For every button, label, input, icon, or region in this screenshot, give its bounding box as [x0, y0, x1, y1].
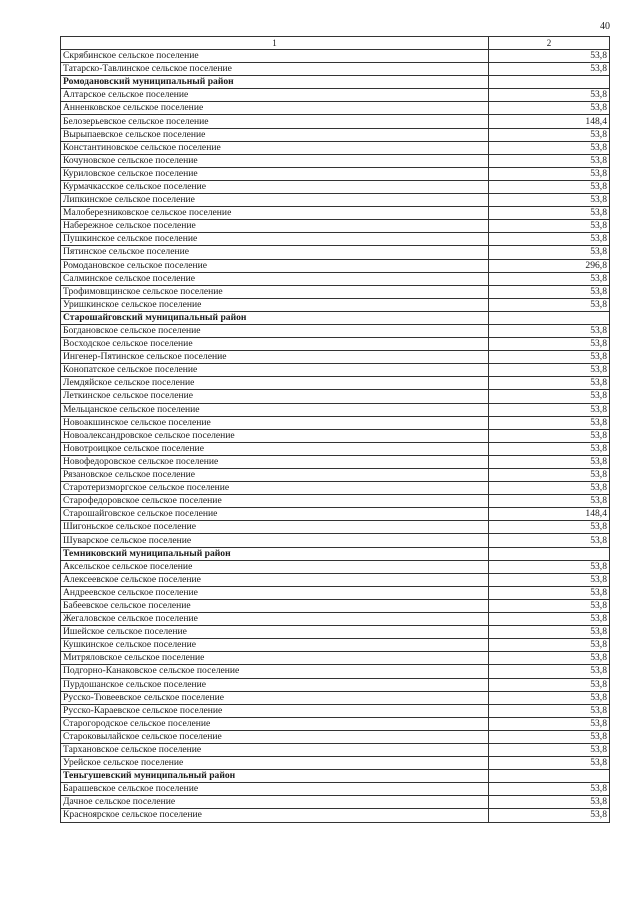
allocation-value: [489, 770, 610, 783]
table-row: [61, 743, 610, 756]
table-row: [61, 704, 610, 717]
table-row: [61, 207, 610, 220]
table-row: [61, 599, 610, 612]
allocation-value: 148,4: [489, 115, 610, 128]
settlement-name: Пятинское сельское поселение: [61, 246, 489, 259]
settlement-name: Леткинское сельское поселение: [61, 390, 489, 403]
allocation-value: 53,8: [489, 102, 610, 115]
settlement-name: Рязановское сельское поселение: [61, 469, 489, 482]
settlement-name: Староковылайское сельское поселение: [61, 730, 489, 743]
allocation-value: 53,8: [489, 809, 610, 822]
allocation-value: 53,8: [489, 298, 610, 311]
table-row: [61, 298, 610, 311]
table-row: [61, 482, 610, 495]
table-row: [61, 652, 610, 665]
settlement-name: Лемдяйское сельское поселение: [61, 377, 489, 390]
allocation-value: 53,8: [489, 678, 610, 691]
settlement-name: Старофедоровское сельское поселение: [61, 495, 489, 508]
allocation-value: 53,8: [489, 639, 610, 652]
allocation-value: 53,8: [489, 783, 610, 796]
table-row: [61, 89, 610, 102]
table-row: [61, 429, 610, 442]
allocation-value: 53,8: [489, 482, 610, 495]
allocation-value: 53,8: [489, 403, 610, 416]
allocation-value: 53,8: [489, 167, 610, 180]
allocation-value: 53,8: [489, 285, 610, 298]
settlement-name: Русско-Тювеевское сельское поселение: [61, 691, 489, 704]
table-row: [61, 560, 610, 573]
settlement-name: Новотроицкое сельское поселение: [61, 442, 489, 455]
allocation-value: 53,8: [489, 207, 610, 220]
settlement-name: Дачное сельское поселение: [61, 796, 489, 809]
settlement-name: Шуварское сельское поселение: [61, 534, 489, 547]
allocation-value: 53,8: [489, 455, 610, 468]
settlement-name: Вырыпаевское сельское поселение: [61, 128, 489, 141]
settlement-name: Аксельское сельское поселение: [61, 560, 489, 573]
table-row: [61, 377, 610, 390]
settlement-name: Ингенер-Пятинское сельское поселение: [61, 351, 489, 364]
settlement-name: Салминское сельское поселение: [61, 272, 489, 285]
table-row: [61, 390, 610, 403]
allocation-value: 53,8: [489, 89, 610, 102]
settlement-name: Старошайговское сельское поселение: [61, 508, 489, 521]
settlement-name: Восходское сельское поселение: [61, 338, 489, 351]
allocation-value: 53,8: [489, 757, 610, 770]
table-row: [61, 102, 610, 115]
table-row: [61, 50, 610, 63]
table-row: [61, 442, 610, 455]
column-header-1: 1: [61, 37, 489, 50]
allocation-value: 53,8: [489, 324, 610, 337]
district-name: Ромодановский муниципальный район: [61, 76, 489, 89]
settlement-allocation-table: [60, 36, 610, 823]
settlement-name: Татарско-Тавлинское сельское поселение: [61, 63, 489, 76]
table-row: [61, 495, 610, 508]
district-name: Теньгушевский муниципальный район: [61, 770, 489, 783]
column-header-2: 2: [489, 37, 610, 50]
allocation-value: [489, 311, 610, 324]
settlement-name: Андреевское сельское поселение: [61, 586, 489, 599]
table-row: [61, 220, 610, 233]
district-name: Старошайговский муниципальный район: [61, 311, 489, 324]
allocation-value: 53,8: [489, 272, 610, 285]
table-row: [61, 678, 610, 691]
allocation-value: 53,8: [489, 429, 610, 442]
settlement-name: Скрябинское сельское поселение: [61, 50, 489, 63]
allocation-value: 53,8: [489, 743, 610, 756]
table-row: [61, 521, 610, 534]
settlement-name: Подгорно-Канаковское сельское поселение: [61, 665, 489, 678]
allocation-value: [489, 76, 610, 89]
allocation-value: 53,8: [489, 665, 610, 678]
table-row: [61, 338, 610, 351]
table-row: [61, 573, 610, 586]
allocation-value: 53,8: [489, 194, 610, 207]
settlement-name: Барашевское сельское поселение: [61, 783, 489, 796]
allocation-value: 53,8: [489, 377, 610, 390]
settlement-name: Жегаловское сельское поселение: [61, 613, 489, 626]
table-row: [61, 364, 610, 377]
table-row: [61, 180, 610, 193]
settlement-name: Урейское сельское поселение: [61, 757, 489, 770]
settlement-name: Русско-Караевское сельское поселение: [61, 704, 489, 717]
allocation-value: 53,8: [489, 626, 610, 639]
table-row: [61, 167, 610, 180]
settlement-name: Алтарское сельское поселение: [61, 89, 489, 102]
allocation-value: 53,8: [489, 652, 610, 665]
allocation-value: 53,8: [489, 730, 610, 743]
district-name: Темниковский муниципальный район: [61, 547, 489, 560]
settlement-name: Пурдошанское сельское поселение: [61, 678, 489, 691]
allocation-value: 296,8: [489, 259, 610, 272]
allocation-value: 53,8: [489, 796, 610, 809]
table-row: [61, 259, 610, 272]
allocation-value: [489, 547, 610, 560]
table-row: [61, 809, 610, 822]
allocation-value: 53,8: [489, 586, 610, 599]
table-row: [61, 730, 610, 743]
table-row: [61, 639, 610, 652]
settlement-name: Куриловское сельское поселение: [61, 167, 489, 180]
allocation-value: 53,8: [489, 128, 610, 141]
allocation-value: 53,8: [489, 246, 610, 259]
settlement-name: Красноярское сельское поселение: [61, 809, 489, 822]
allocation-value: 53,8: [489, 704, 610, 717]
table-row: [61, 154, 610, 167]
table-row: [61, 796, 610, 809]
settlement-name: Трофимовщинское сельское поселение: [61, 285, 489, 298]
settlement-name: Набережное сельское поселение: [61, 220, 489, 233]
allocation-value: 148,4: [489, 508, 610, 521]
allocation-value: 53,8: [489, 351, 610, 364]
allocation-value: 53,8: [489, 63, 610, 76]
table-row: [61, 626, 610, 639]
table-row: [61, 272, 610, 285]
settlement-name: Мельцанское сельское поселение: [61, 403, 489, 416]
allocation-value: 53,8: [489, 338, 610, 351]
settlement-name: Курмачкасское сельское поселение: [61, 180, 489, 193]
settlement-name: Шигоньское сельское поселение: [61, 521, 489, 534]
allocation-value: 53,8: [489, 599, 610, 612]
settlement-name: Анненковское сельское поселение: [61, 102, 489, 115]
settlement-name: Новофедоровское сельское поселение: [61, 455, 489, 468]
allocation-value: 53,8: [489, 717, 610, 730]
table-row: [61, 613, 610, 626]
settlement-name: Константиновское сельское поселение: [61, 141, 489, 154]
settlement-name: Белозерьевское сельское поселение: [61, 115, 489, 128]
table-body: [61, 37, 610, 823]
allocation-value: 53,8: [489, 233, 610, 246]
allocation-value: 53,8: [489, 364, 610, 377]
settlement-name: Малоберезниковское сельское поселение: [61, 207, 489, 220]
allocation-value: 53,8: [489, 691, 610, 704]
allocation-value: 53,8: [489, 141, 610, 154]
table-row: [61, 508, 610, 521]
settlement-name: Кочуновское сельское поселение: [61, 154, 489, 167]
table-row: [61, 783, 610, 796]
allocation-value: 53,8: [489, 534, 610, 547]
table-row: [61, 691, 610, 704]
settlement-name: Новоалександровское сельское поселение: [61, 429, 489, 442]
table-row: [61, 233, 610, 246]
settlement-name: Новоакшинское сельское поселение: [61, 416, 489, 429]
table-row: [61, 324, 610, 337]
allocation-value: 53,8: [489, 521, 610, 534]
settlement-name: Кушкинское сельское поселение: [61, 639, 489, 652]
allocation-value: 53,8: [489, 560, 610, 573]
table-row: [61, 586, 610, 599]
table-row: [61, 285, 610, 298]
table-row: [61, 534, 610, 547]
settlement-name: Ромодановское сельское поселение: [61, 259, 489, 272]
district-header-row: [61, 770, 610, 783]
settlement-name: Липкинское сельское поселение: [61, 194, 489, 207]
settlement-name: Богдановское сельское поселение: [61, 324, 489, 337]
settlement-name: Конопатское сельское поселение: [61, 364, 489, 377]
allocation-value: 53,8: [489, 390, 610, 403]
table-row: [61, 757, 610, 770]
allocation-value: 53,8: [489, 495, 610, 508]
table-row: [61, 246, 610, 259]
allocation-value: 53,8: [489, 416, 610, 429]
table-row: [61, 717, 610, 730]
settlement-name: Алексеевское сельское поселение: [61, 573, 489, 586]
allocation-value: 53,8: [489, 180, 610, 193]
table-row: [61, 455, 610, 468]
allocation-value: 53,8: [489, 613, 610, 626]
settlement-name: Митряловское сельское поселение: [61, 652, 489, 665]
table-row: [61, 63, 610, 76]
district-header-row: [61, 76, 610, 89]
allocation-value: 53,8: [489, 442, 610, 455]
table-row: [61, 469, 610, 482]
district-header-row: [61, 311, 610, 324]
settlement-name: Тархановское сельское поселение: [61, 743, 489, 756]
page-number: 40: [600, 21, 610, 32]
table-row: [61, 128, 610, 141]
table-row: [61, 194, 610, 207]
district-header-row: [61, 547, 610, 560]
settlement-name: Ишейское сельское поселение: [61, 626, 489, 639]
settlement-name: Уришкинское сельское поселение: [61, 298, 489, 311]
allocation-value: 53,8: [489, 50, 610, 63]
settlement-name: Пушкинское сельское поселение: [61, 233, 489, 246]
table-header-row: [61, 37, 610, 50]
table-row: [61, 403, 610, 416]
table-row: [61, 665, 610, 678]
table-row: [61, 351, 610, 364]
allocation-value: 53,8: [489, 220, 610, 233]
table-row: [61, 115, 610, 128]
settlement-name: Старотеризморгское сельское поселение: [61, 482, 489, 495]
table-row: [61, 416, 610, 429]
settlement-name: Старогородское сельское поселение: [61, 717, 489, 730]
table-row: [61, 141, 610, 154]
settlement-name: Бабеевское сельское поселение: [61, 599, 489, 612]
allocation-value: 53,8: [489, 469, 610, 482]
allocation-value: 53,8: [489, 573, 610, 586]
allocation-value: 53,8: [489, 154, 610, 167]
